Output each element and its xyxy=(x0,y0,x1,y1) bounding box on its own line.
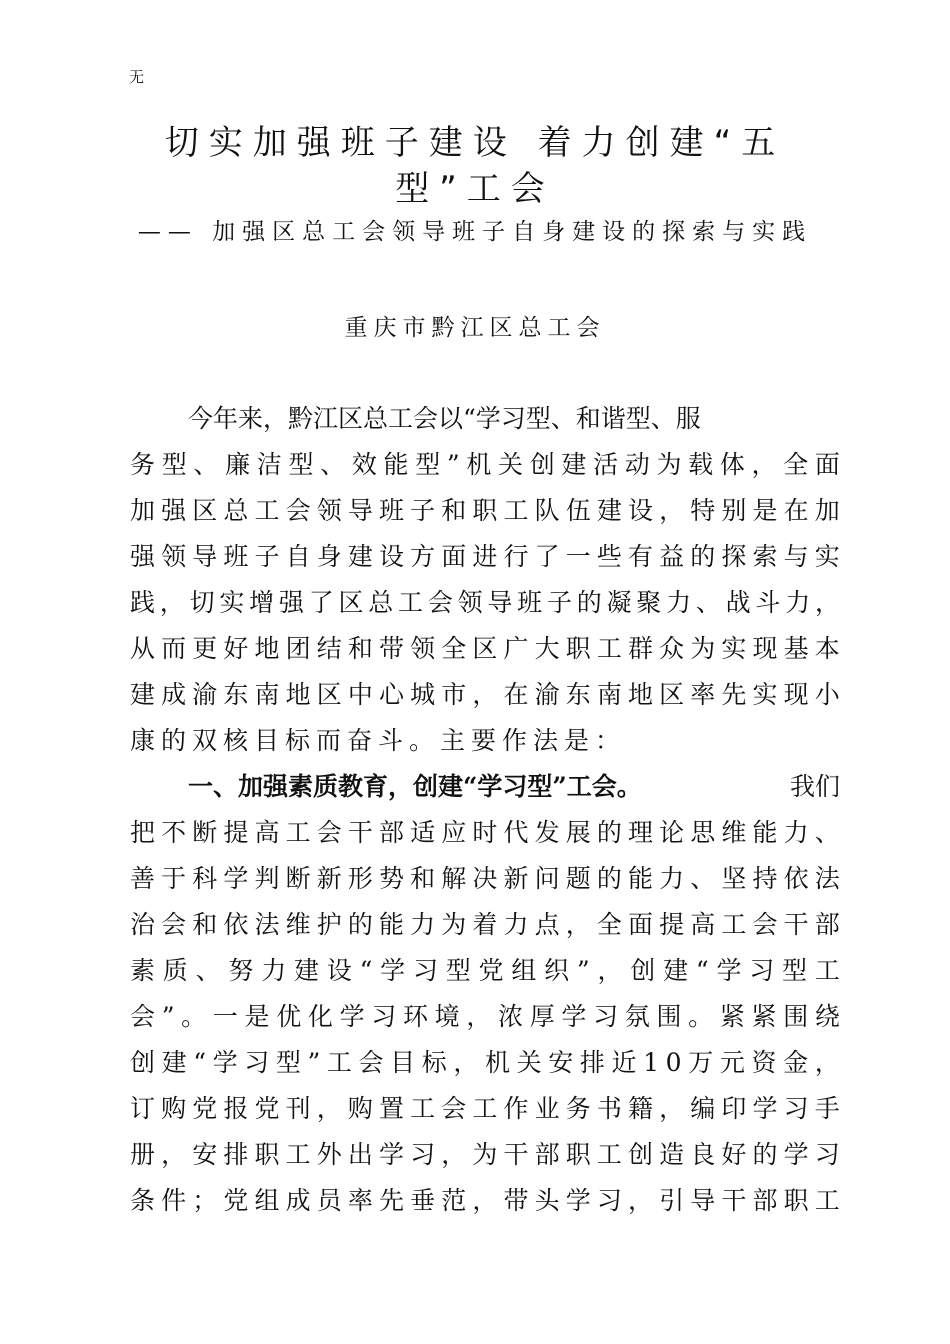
body-line xyxy=(130,396,840,442)
body-line-text: 康的双核目标而奋斗。主要作法是： xyxy=(130,726,627,755)
body-line xyxy=(130,672,840,718)
document-title xyxy=(120,120,830,212)
body-line-text: 订 购 党 报 党 刊 ， 购 置 工 会 工 作 业 务 书 籍 ， 编 印 学 习 手 xyxy=(130,1094,840,1123)
body-line xyxy=(130,442,840,488)
body-line xyxy=(130,902,840,948)
body-line-text: 建 成 渝 东 南 地 区 中 心 城 市 ， 在 渝 东 南 地 区 率 先 实 现 小 xyxy=(130,680,840,709)
body-line xyxy=(130,1086,840,1132)
body-line-text: 务 型 、 廉 洁 型 、 效 能 型 ” 机 关 创 建 活 动 为 载 体 ， 全 面 xyxy=(130,450,840,479)
body-line-text: 会 ” 。 一 是 优 化 学 习 环 境 ， 浓 厚 学 习 氛 围 。 紧 紧 围 绕 xyxy=(130,1002,840,1031)
header-mark: 无 xyxy=(129,68,145,86)
title-line-2: 型”工会 xyxy=(395,169,555,209)
body-line-text: 治 会 和 依 法 维 护 的 能 力 为 着 力 点 ， 全 面 提 高 工 会 干 部 xyxy=(130,910,840,939)
section-heading: 一、加强素质教育，创建“学习型”工会。 xyxy=(188,772,642,801)
body-line xyxy=(130,948,840,994)
body-line-text: 把 不 断 提 高 工 会 干 部 适 应 时 代 发 展 的 理 论 思 维 能 力 、 xyxy=(130,818,840,847)
title-line-1: 切实加强班子建设 着力创建“五 xyxy=(164,123,786,163)
body-line xyxy=(130,718,840,764)
document-author: 重庆市黔江区总工会 xyxy=(344,315,606,341)
body-line-text: 创 建 “ 学 习 型 ” 工 会 目 标 ， 机 关 安 排 近 1 0 万 元 资 金 ， xyxy=(130,1048,840,1077)
body-line-text: 今年来，黔江区总工会以“学习型、和谐型、服 xyxy=(188,404,701,433)
body-line-text: 强 领 导 班 子 自 身 建 设 方 面 进 行 了 一 些 有 益 的 探 索 与 实 xyxy=(130,542,840,571)
body-line xyxy=(130,856,840,902)
body-line-text: 册 ， 安 排 职 工 外 出 学 习 ， 为 干 部 职 工 创 造 良 好 的 学 习 xyxy=(130,1140,840,1169)
body-line xyxy=(130,1178,840,1224)
body-line xyxy=(130,994,840,1040)
body-line xyxy=(130,580,840,626)
body-line xyxy=(130,626,840,672)
body-line-text: 善 于 科 学 判 断 新 形 势 和 解 决 新 问 题 的 能 力 、 坚 持 依 法 xyxy=(130,864,840,893)
body-line-text: 从 而 更 好 地 团 结 和 带 领 全 区 广 大 职 工 群 众 为 实 现 基 本 xyxy=(130,634,840,663)
body-line xyxy=(130,534,840,580)
body-line-text: 我们 xyxy=(789,772,840,801)
section-heading-line xyxy=(130,764,840,810)
body-line xyxy=(130,1132,840,1178)
document-subtitle: —— 加强区总工会领导班子自身建设的探索与实践 xyxy=(137,219,813,245)
body-line-text: 践 ， 切 实 增 强 了 区 总 工 会 领 导 班 子 的 凝 聚 力 、 战 斗 力 ， xyxy=(130,588,840,617)
body-line-text: 素 质 、 努 力 建 设 “ 学 习 型 党 组 织 ” ， 创 建 “ 学 习 型 工 xyxy=(130,956,840,985)
body-line-text: 加 强 区 总 工 会 领 导 班 子 和 职 工 队 伍 建 设 ， 特 别 是 在 加 xyxy=(130,496,840,525)
body-line xyxy=(130,1040,840,1086)
document-body xyxy=(130,396,840,1224)
body-line xyxy=(130,488,840,534)
body-line xyxy=(130,810,840,856)
body-line-text: 条 件 ； 党 组 成 员 率 先 垂 范 ， 带 头 学 习 ， 引 导 干 部 职 工 xyxy=(130,1186,840,1215)
